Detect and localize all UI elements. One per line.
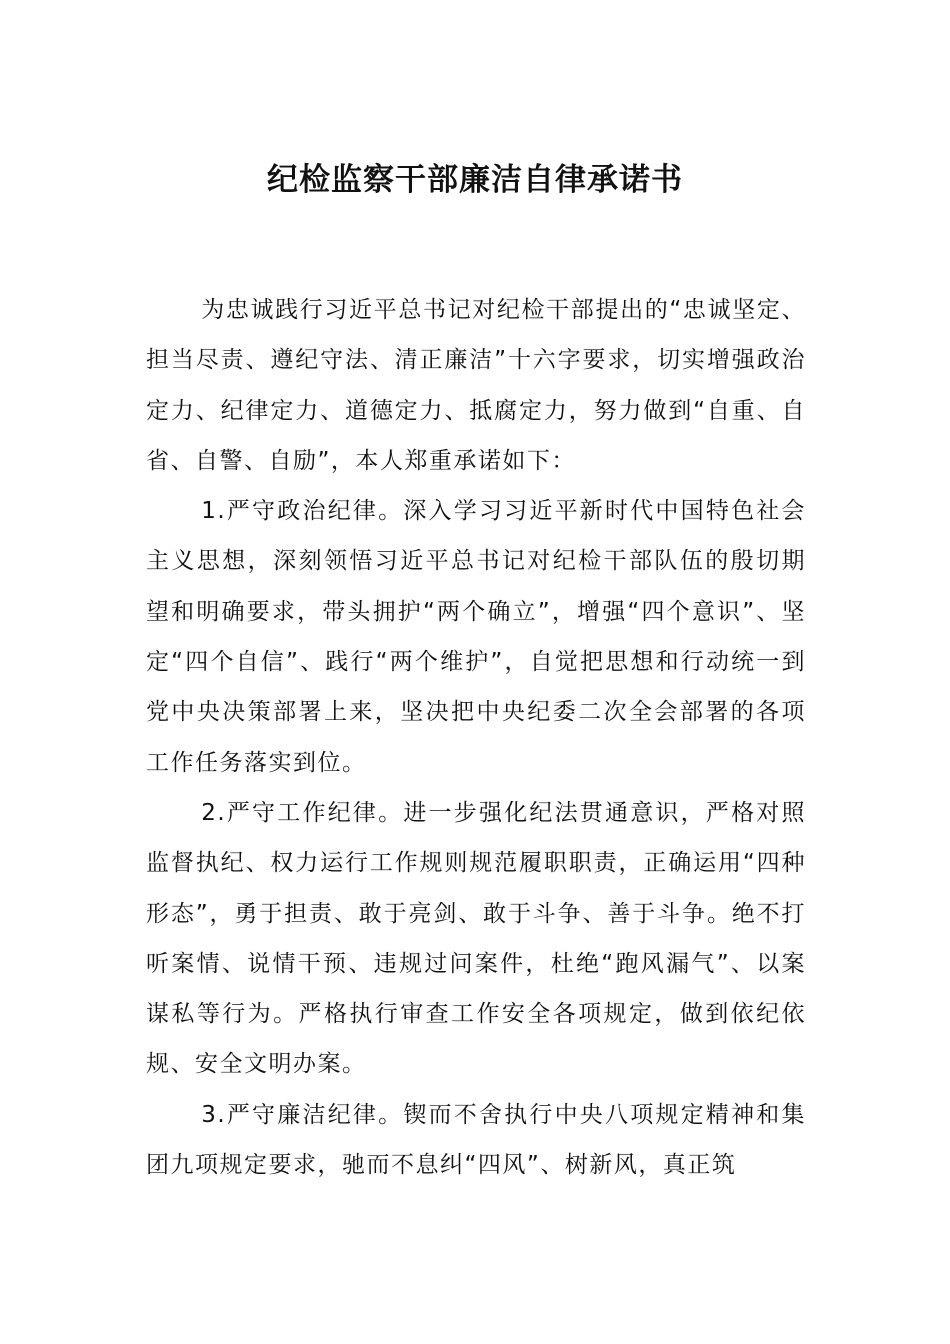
paragraph-work-discipline: 2.严守工作纪律。进一步强化纪法贯通意识，严格对照监督执纪、权力运行工作规则规范履职职责，正确运用“四种形态”，勇于担责、敢于亮剑、敢于斗争、善于斗争。绝不打听案情、说情干预、违规过问案件，杜绝“跑风漏气”、以案谋私等行为。严格执行审查工作安全各项规定，做到依纪依规、安全文明办案。 (146, 799, 806, 1078)
intro-paragraph: 为忠诚践行习近平总书记对纪检干部提出的“忠诚坚定、担当尽责、遵纪守法、清正廉洁”十六字要求，切实增强政治定力、纪律定力、道德定力、抵腐定力，努力做到“自重、自省、自警、自励”，本人郑重承诺如下： (146, 297, 806, 474)
paragraph-integrity-discipline: 3.严守廉洁纪律。锲而不舍执行中央八项规定精神和集团九项规定要求，驰而不息纠“四风”、树新风，真正筑 (146, 1101, 806, 1179)
document-body (146, 285, 806, 1190)
paragraph-political-discipline: 1.严守政治纪律。深入学习习近平新时代中国特色社会主义思想，深刻领悟习近平总书记对纪检干部队伍的殷切期望和明确要求，带头拥护“两个确立”，增强“四个意识”、坚定“四个自信”、践行“两个维护”，自觉把思想和行动统一到党中央决策部署上来，坚决把中央纪委二次全会部署的各项工作任务落实到位。 (146, 498, 806, 776)
document-title: 纪检监察干部廉洁自律承诺书 (267, 162, 683, 198)
